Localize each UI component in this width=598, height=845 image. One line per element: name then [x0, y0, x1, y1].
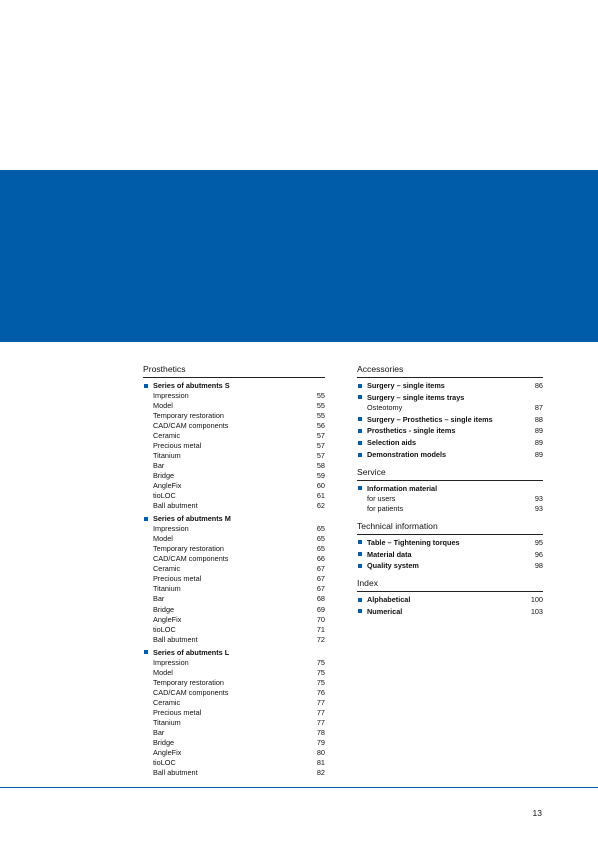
toc-entries: [357, 403, 543, 413]
toc-entry: [153, 635, 325, 645]
toc-entry: [153, 625, 325, 635]
toc-entry-label: Bar: [153, 594, 165, 604]
toc-entry: [367, 494, 543, 504]
toc-entry-page: 59: [316, 471, 325, 481]
toc-entry: [153, 411, 325, 421]
toc-entry-label: Osteotomy: [367, 402, 403, 412]
square-bullet-icon: [144, 517, 148, 521]
toc-entry: [153, 688, 325, 698]
toc-entry: [153, 461, 325, 471]
toc-entry-page: 67: [316, 584, 325, 594]
toc-entry: [153, 748, 325, 758]
toc-entry-label: Ball abutment: [153, 501, 198, 511]
toc-group-demonstration-models: [357, 450, 543, 460]
toc-entry-label: Ceramic: [153, 430, 181, 440]
toc-group-label: Prosthetics - single items: [367, 426, 456, 436]
toc-entry-page: 72: [316, 634, 325, 644]
toc-entry-page: 65: [316, 524, 325, 534]
toc-entry-page: 57: [316, 441, 325, 451]
toc-entry-page: 65: [316, 544, 325, 554]
toc-group-information-material: [357, 484, 543, 514]
toc-entry-page: 80: [316, 747, 325, 757]
toc-entry: [153, 758, 325, 768]
toc-group-numerical: [357, 607, 543, 617]
toc-entry-label: CAD/CAM components: [153, 687, 229, 697]
toc-group-heading: [357, 484, 543, 494]
toc-group-heading: [357, 393, 543, 403]
toc-group-page: 100: [530, 595, 543, 605]
toc-entry: [153, 451, 325, 461]
toc-entry-page: 87: [534, 402, 543, 412]
toc-entry-page: 70: [316, 614, 325, 624]
square-bullet-icon: [358, 552, 362, 556]
toc-group-page: 88: [534, 414, 543, 424]
toc-entry: [153, 658, 325, 668]
toc-group-page: 98: [534, 561, 543, 571]
square-bullet-icon: [358, 453, 362, 457]
toc-entry-label: CAD/CAM components: [153, 554, 229, 564]
toc-entry-page: 65: [316, 534, 325, 544]
toc-entry-label: Model: [153, 667, 173, 677]
toc-entry-label: AngleFix: [153, 614, 182, 624]
toc-entries: [143, 391, 325, 512]
toc-entry-page: 58: [316, 461, 325, 471]
toc-entry: [153, 594, 325, 604]
toc-section-index: [357, 578, 543, 617]
toc-entry: [153, 501, 325, 511]
toc-group-page: 95: [534, 537, 543, 547]
toc-entry-page: 56: [316, 420, 325, 430]
toc-entry-label: Impression: [153, 657, 189, 667]
section-title-prosthetics: Prosthetics: [143, 364, 325, 378]
toc-group-label: Surgery – single items trays: [367, 392, 465, 402]
toc-section-technical-information: [357, 521, 543, 571]
toc-group-label: Surgery – single items: [367, 381, 445, 390]
toc-group-heading: [357, 561, 543, 571]
toc-group-series-of-abutments-m: [143, 514, 325, 644]
toc-entry: [367, 403, 543, 413]
toc-section-accessories: [357, 364, 543, 460]
toc-entry-label: tioLOC: [153, 491, 176, 501]
toc-entry-page: 81: [316, 757, 325, 767]
toc-entry-label: Temporary restoration: [153, 544, 224, 554]
toc-entry-label: Bridge: [153, 471, 175, 481]
toc-entry-page: 60: [316, 481, 325, 491]
toc-entry-page: 93: [534, 493, 543, 503]
toc-entry-page: 57: [316, 451, 325, 461]
toc-group-label: Table – Tightening torques: [367, 537, 460, 547]
toc-entry-page: 67: [316, 574, 325, 584]
toc-entry-page: 77: [316, 707, 325, 717]
toc-group-page: 89: [534, 450, 543, 460]
toc-group-prosthetics-single-items: [357, 426, 543, 436]
toc-entry-label: Titanium: [153, 717, 181, 727]
toc-group-page: 96: [534, 549, 543, 559]
toc-group-label: Numerical: [367, 606, 403, 616]
toc-entry-page: 55: [316, 400, 325, 410]
toc-entry-label: Impression: [153, 524, 189, 534]
toc-entry-label: Bar: [153, 727, 165, 737]
toc-group-label: Series of abutments S: [153, 381, 230, 390]
toc-group-label: Surgery – Prosthetics – single items: [367, 414, 493, 424]
toc-entry-label: Temporary restoration: [153, 410, 224, 420]
toc-entry: [153, 471, 325, 481]
toc-group-heading: [357, 550, 543, 560]
toc-entry-label: Bar: [153, 461, 165, 471]
toc-entry-page: 93: [534, 503, 543, 513]
toc-entry: [153, 441, 325, 451]
toc-group-heading: [143, 648, 325, 658]
toc-entry-label: Ceramic: [153, 564, 181, 574]
toc-entry: [153, 401, 325, 411]
section-title: Accessories: [357, 364, 543, 378]
toc-entry: [153, 728, 325, 738]
toc-group-label: Demonstration models: [367, 450, 447, 460]
toc-entry-label: Precious metal: [153, 574, 202, 584]
toc-entries: [143, 524, 325, 645]
toc-entry-page: 68: [316, 594, 325, 604]
toc-group-series-of-abutments-s: [143, 381, 325, 511]
toc-entry-page: 75: [316, 667, 325, 677]
toc-entry-label: Titanium: [153, 584, 181, 594]
square-bullet-icon: [358, 384, 362, 388]
toc-entry-page: 77: [316, 697, 325, 707]
toc-entry-label: Precious metal: [153, 707, 202, 717]
toc-entry-page: 61: [316, 491, 325, 501]
toc-entry-label: Bridge: [153, 604, 175, 614]
toc-entry: [153, 615, 325, 625]
toc-group-selection-aids: [357, 438, 543, 448]
toc-entry-label: Ball abutment: [153, 768, 198, 778]
toc-entry-page: 77: [316, 717, 325, 727]
toc-entry-label: Ceramic: [153, 697, 181, 707]
toc-entry-page: 75: [316, 677, 325, 687]
toc-entry-page: 57: [316, 430, 325, 440]
toc-entry: [153, 524, 325, 534]
toc-group-heading: [357, 438, 543, 448]
square-bullet-icon: [144, 650, 148, 654]
square-bullet-icon: [358, 395, 362, 399]
toc-group-label: Material data: [367, 549, 412, 559]
toc-entry-page: 55: [316, 410, 325, 420]
toc-group-label: Quality system: [367, 561, 419, 571]
toc-section-service: [357, 467, 543, 514]
toc-group-page: 86: [534, 381, 543, 390]
toc-entry-page: 75: [316, 657, 325, 667]
toc-group-heading: [357, 381, 543, 391]
toc-entry-label: CAD/CAM components: [153, 420, 229, 430]
toc-entries: [357, 494, 543, 514]
toc-group-alphabetical: [357, 595, 543, 605]
toc-entry: [153, 491, 325, 501]
toc-entry: [153, 698, 325, 708]
toc-entry-page: 69: [316, 604, 325, 614]
toc-entry: [153, 431, 325, 441]
toc-entry-label: Bridge: [153, 737, 175, 747]
square-bullet-icon: [358, 486, 362, 490]
footer-rule: [0, 787, 598, 788]
square-bullet-icon: [358, 564, 362, 568]
toc-group-page: 103: [530, 606, 543, 616]
toc-entry-label: for patients: [367, 503, 404, 513]
toc-group-heading: [357, 450, 543, 460]
toc-entry: [153, 708, 325, 718]
toc-entry-page: 79: [316, 737, 325, 747]
toc-group-page: 89: [534, 426, 543, 436]
toc-entry: [153, 544, 325, 554]
toc-entry: [153, 584, 325, 594]
toc-group-heading: [357, 426, 543, 436]
square-bullet-icon: [358, 417, 362, 421]
toc-group-surgery-single-items: [357, 381, 543, 391]
toc-entry-page: 82: [316, 768, 325, 778]
toc-entry-page: 76: [316, 687, 325, 697]
toc-entry-page: 55: [316, 390, 325, 400]
square-bullet-icon: [358, 540, 362, 544]
toc-entry-label: Temporary restoration: [153, 677, 224, 687]
toc-entry: [153, 554, 325, 564]
toc-entry-label: Ball abutment: [153, 634, 198, 644]
toc-group-material-data: [357, 550, 543, 560]
toc-entry-page: 67: [316, 564, 325, 574]
toc-group-heading: [143, 514, 325, 524]
toc-entries: [143, 658, 325, 779]
square-bullet-icon: [358, 598, 362, 602]
page-number: 13: [532, 808, 542, 818]
toc-entry: [153, 738, 325, 748]
prosthetics-groups: [143, 381, 325, 778]
toc-group-series-of-abutments-l: [143, 648, 325, 778]
square-bullet-icon: [358, 429, 362, 433]
toc-entry-page: 71: [316, 624, 325, 634]
toc-entry: [153, 668, 325, 678]
square-bullet-icon: [358, 609, 362, 613]
toc-entry: [153, 564, 325, 574]
toc-entry-label: AngleFix: [153, 747, 182, 757]
toc-entry-page: 62: [316, 501, 325, 511]
toc-column-left: [143, 364, 325, 781]
toc-entry-page: 78: [316, 727, 325, 737]
toc-entry: [153, 718, 325, 728]
toc-entry: [367, 504, 543, 514]
toc-entry-label: AngleFix: [153, 481, 182, 491]
toc-group-heading: [357, 538, 543, 548]
toc-entry: [153, 421, 325, 431]
toc-entry: [153, 678, 325, 688]
toc-group-label: Series of abutments L: [153, 647, 230, 657]
toc-column-right: [357, 364, 543, 624]
toc-entry: [153, 481, 325, 491]
toc-group-label: Selection aids: [367, 438, 417, 448]
section-title: Service: [357, 467, 543, 481]
section-title: Technical information: [357, 521, 543, 535]
toc-group-page: 89: [534, 438, 543, 448]
toc-group-heading: [143, 381, 325, 391]
toc-group-label: Information material: [367, 483, 438, 493]
toc-group-surgery-prosthetics-single-items: [357, 415, 543, 425]
toc-entry: [153, 534, 325, 544]
toc-group-heading: [357, 415, 543, 425]
toc-entry-label: for users: [367, 493, 396, 503]
toc-entry-label: Impression: [153, 390, 189, 400]
header-color-band: [0, 170, 598, 342]
toc-entry-label: Titanium: [153, 451, 181, 461]
section-title: Index: [357, 578, 543, 592]
toc-group-label: Series of abutments M: [153, 514, 231, 524]
toc-group-heading: [357, 607, 543, 617]
toc-group-table-tightening-torques: [357, 538, 543, 548]
toc-entry-label: Model: [153, 534, 173, 544]
toc-entry: [153, 574, 325, 584]
toc-entry: [153, 391, 325, 401]
toc-group-label: Alphabetical: [367, 595, 411, 605]
toc-entry-label: Model: [153, 400, 173, 410]
toc-group-quality-system: [357, 561, 543, 571]
square-bullet-icon: [358, 441, 362, 445]
square-bullet-icon: [144, 384, 148, 388]
toc-entry: [153, 768, 325, 778]
toc-entry-label: tioLOC: [153, 624, 176, 634]
toc-group-heading: [357, 595, 543, 605]
toc-entry-page: 66: [316, 554, 325, 564]
toc-entry-label: Precious metal: [153, 441, 202, 451]
toc-group-surgery-single-items-trays: [357, 393, 543, 413]
toc-entry: [153, 605, 325, 615]
toc-entry-label: tioLOC: [153, 757, 176, 767]
